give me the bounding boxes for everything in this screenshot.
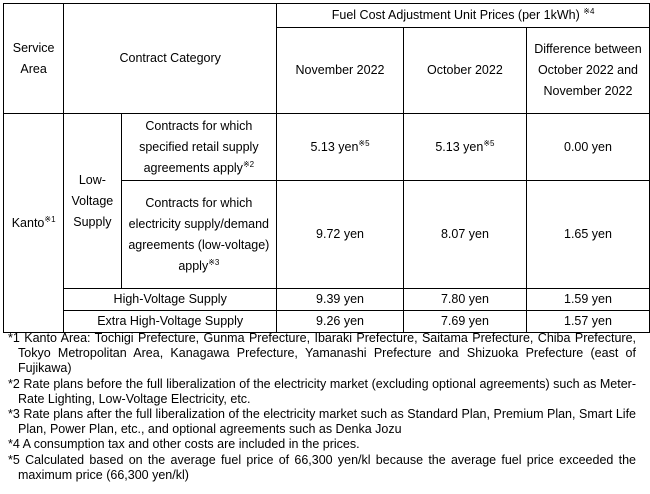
contract-category-cell: High-Voltage Supply [64, 289, 277, 311]
fuel-cost-table [3, 3, 650, 333]
footnotes [8, 331, 636, 483]
november-price-cell: 9.72 yen [277, 181, 404, 289]
november-header: November 2022 [277, 28, 404, 114]
october-price-cell: 7.80 yen [403, 289, 526, 311]
header-row [4, 4, 650, 28]
contract-category-cell: Contracts for which electricity supply/demand agreements (low-voltage) apply$^{※3}$ [121, 181, 277, 289]
november-price-cell: 9.26 yen [277, 311, 404, 333]
difference-header: Difference between October 2022 and November 2022 [526, 28, 649, 114]
october-price-cell: 5.13 yen$^{※5}$ [403, 114, 526, 181]
table-row [4, 311, 650, 333]
low-voltage-supply-cell: Low-Voltage Supply [64, 114, 121, 289]
footnote: *3 Rate plans after the full liberalization of the electricity market such as Standard Plan, Premium Plan, Smart Life Plan, Power Plan, etc., and optional agreements such as Denka Jozu [8, 407, 636, 437]
difference-cell: 1.59 yen [526, 289, 649, 311]
table-row [4, 289, 650, 311]
november-price-cell: 9.39 yen [277, 289, 404, 311]
october-header: October 2022 [403, 28, 526, 114]
october-price-cell: 8.07 yen [403, 181, 526, 289]
contract-category-cell: Contracts for which specified retail supply agreements apply$^{※2}$ [121, 114, 277, 181]
unit-prices-header: Fuel Cost Adjustment Unit Prices (per 1kWh) $^{※4}$ [277, 4, 650, 28]
contract-category-header: Contract Category [64, 4, 277, 114]
kanto-area-cell: Kanto$^{※1}$ [4, 114, 64, 333]
november-price-cell: 5.13 yen$^{※5}$ [277, 114, 404, 181]
footnote: *1 Kanto Area: Tochigi Prefecture, Gunma Prefecture, Ibaraki Prefecture, Saitama Prefecture, Chiba Prefecture, Tokyo Metropolitan Area, Kanagawa Prefecture, Yamanashi Prefecture and Shizuoka Prefecture (east of Fujikawa) [8, 331, 636, 376]
table-row [4, 114, 650, 181]
difference-cell: 0.00 yen [526, 114, 649, 181]
difference-cell: 1.65 yen [526, 181, 649, 289]
difference-cell: 1.57 yen [526, 311, 649, 333]
footnote: *4 A consumption tax and other costs are included in the prices. [8, 437, 360, 452]
service-area-header: Service Area [4, 4, 64, 114]
footnote: *2 Rate plans before the full liberalization of the electricity market (excluding optional agreements) such as Meter-Rate Lighting, Low-Voltage Electricity, etc. [8, 376, 636, 406]
footnote: *5 Calculated based on the average fuel price of 66,300 yen/kl because the average fuel price exceeded the maximum price (66,300 yen/kl) [8, 452, 636, 482]
october-price-cell: 7.69 yen [403, 311, 526, 333]
contract-category-cell: Extra High-Voltage Supply [64, 311, 277, 333]
